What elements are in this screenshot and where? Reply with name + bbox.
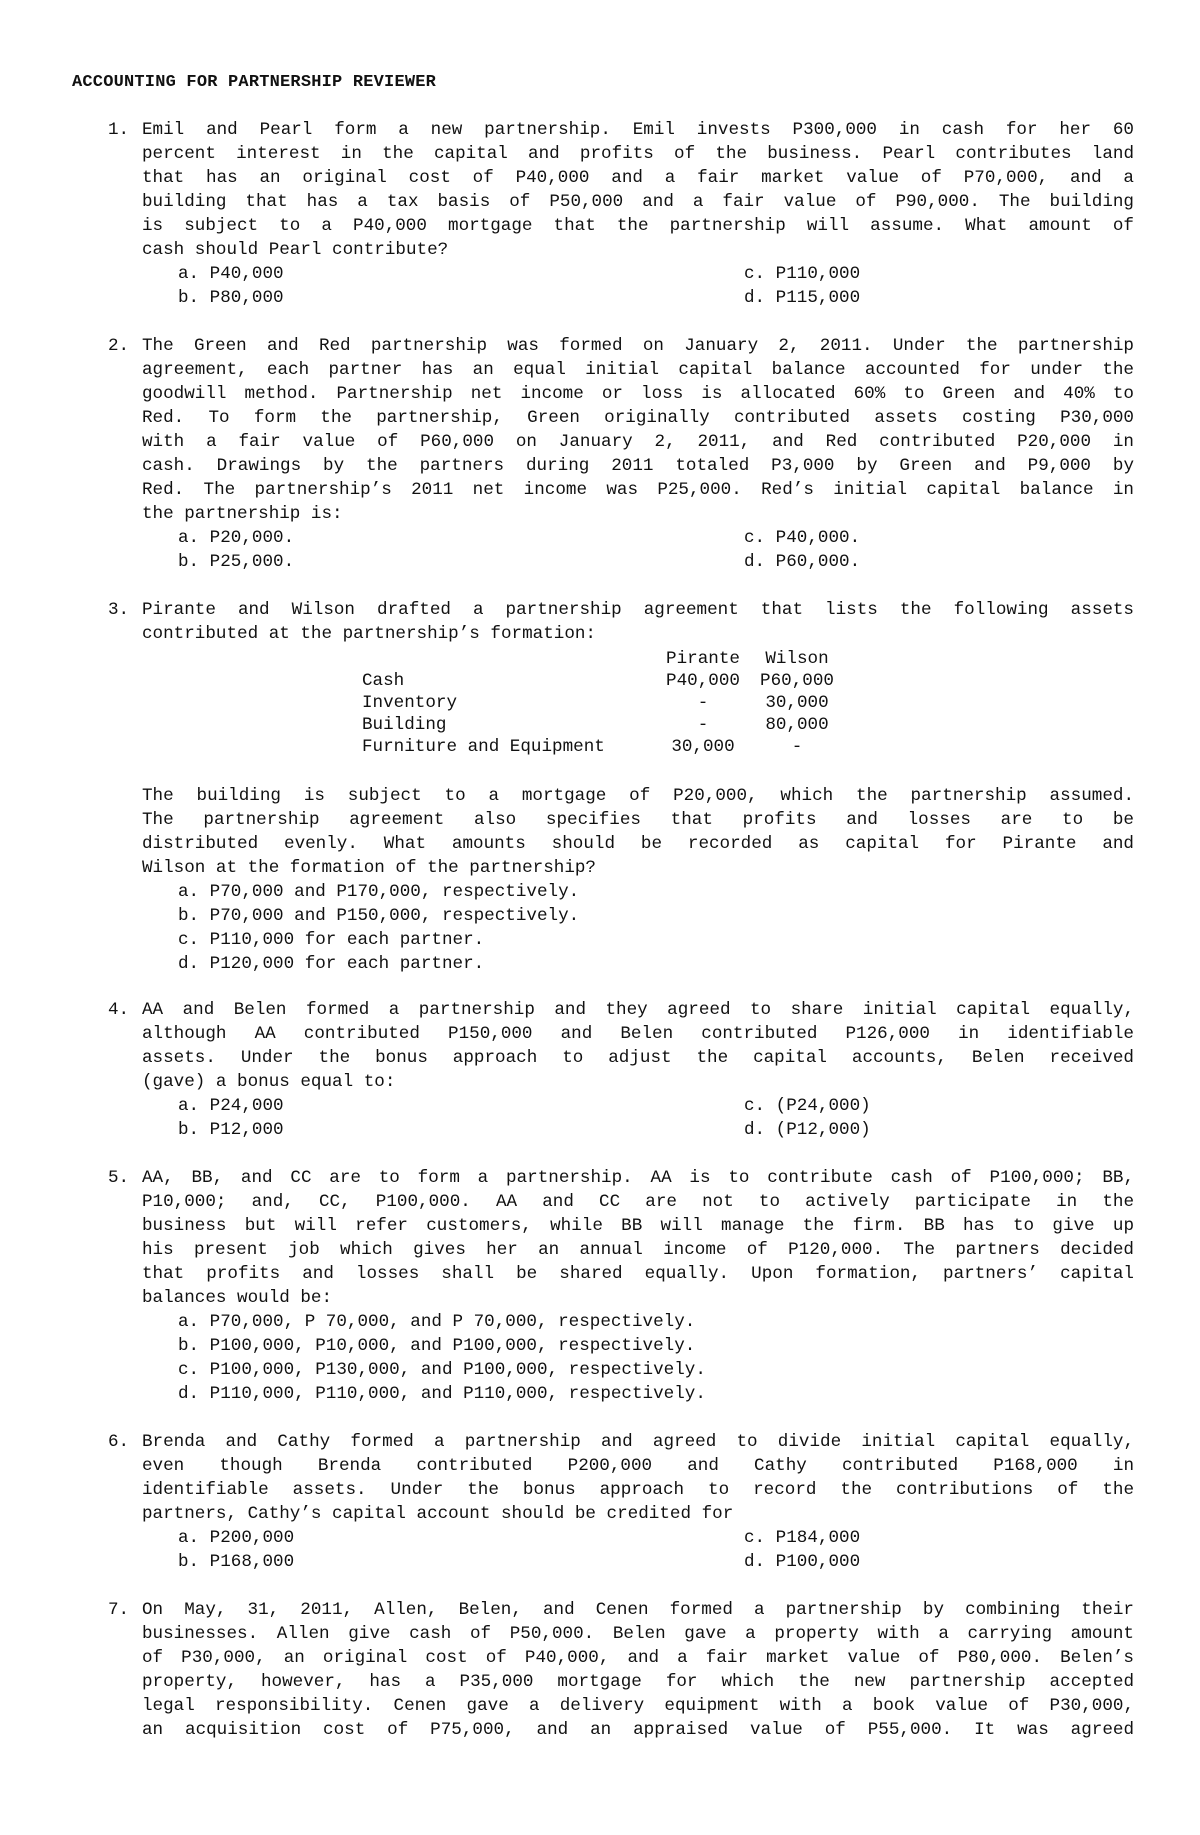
question-text	[142, 784, 1134, 880]
table-header-cell: Pirante	[666, 649, 740, 669]
answer-options	[178, 262, 1134, 310]
text-line: property, however, has a P35,000 mortgage for which the new partnership accepted	[142, 1672, 1134, 1692]
option-a: a. P70,000, P 70,000, and P 70,000, respectively.	[178, 1312, 696, 1332]
text-line: P10,000; and, CC, P100,000. AA and CC are not to actively participate in the	[142, 1192, 1134, 1212]
answer-options	[178, 1526, 1134, 1574]
text-line: businesses. Allen give cash of P50,000. Belen gave a property with a carrying amount	[142, 1624, 1134, 1644]
question-text	[142, 598, 1134, 646]
option-c: c. P184,000	[744, 1528, 861, 1548]
question-text	[142, 1166, 1134, 1310]
text-line: his present job which gives her an annual income of P120,000. The partners decided	[142, 1240, 1134, 1260]
question-3-continued	[108, 784, 1134, 976]
option-d: d. P100,000	[744, 1552, 861, 1572]
question-number: 5.	[108, 1168, 130, 1188]
answer-options	[178, 1310, 1134, 1406]
text-line: Red. The partnership’s 2011 net income was P25,000. Red’s initial capital balance in	[142, 480, 1134, 500]
contributed-assets-table	[362, 648, 840, 758]
text-line: although AA contributed P150,000 and Belen contributed P126,000 in identifiable	[142, 1024, 1134, 1044]
text-line: even though Brenda contributed P200,000 and Cathy contributed P168,000 in	[142, 1456, 1134, 1476]
text-line: is subject to a P40,000 mortgage that the partnership will assume. What amount of	[142, 216, 1134, 236]
question-4	[108, 998, 1134, 1142]
option-d: d. P110,000, P110,000, and P110,000, respectively.	[178, 1384, 706, 1404]
table-header-cell: Wilson	[765, 649, 829, 669]
text-line: On May, 31, 2011, Allen, Belen, and Cenen formed a partnership by combining their	[142, 1600, 1134, 1620]
text-line: business but will refer customers, while BB will manage the firm. BB has to give up	[142, 1216, 1134, 1236]
option-a: a. P70,000 and P170,000, respectively.	[178, 882, 580, 902]
text-line: that profits and losses shall be shared equally. Upon formation, partners’ capital	[142, 1264, 1134, 1284]
option-a: a. P40,000	[178, 264, 284, 284]
question-2	[108, 334, 1134, 574]
question-text	[142, 334, 1134, 526]
table-row	[362, 714, 840, 736]
text-line: contributed at the partnership’s formation:	[142, 624, 596, 644]
text-line: Emil and Pearl form a new partnership. Emil invests P300,000 in cash for her 60	[142, 120, 1134, 140]
option-c: c. P110,000	[744, 264, 861, 284]
option-c: c. P40,000.	[744, 528, 861, 548]
table-row	[362, 670, 840, 692]
text-line: Red. To form the partnership, Green originally contributed assets costing P30,000	[142, 408, 1134, 428]
question-6	[108, 1430, 1134, 1574]
text-line: cash should Pearl contribute?	[142, 240, 449, 260]
option-a: a. P24,000	[178, 1096, 284, 1116]
option-c: c. (P24,000)	[744, 1096, 871, 1116]
question-5	[108, 1166, 1134, 1406]
option-b: b. P80,000	[178, 288, 284, 308]
table-header-row	[362, 648, 840, 670]
table-cell: -	[697, 715, 709, 735]
option-c: c. P110,000 for each partner.	[178, 930, 485, 950]
text-line: of P30,000, an original cost of P40,000, and a fair market value of P80,000. Belen’s	[142, 1648, 1134, 1668]
question-number: 4.	[108, 1000, 130, 1020]
text-line: AA, BB, and CC are to form a partnership. AA is to contribute cash of P100,000; BB,	[142, 1168, 1134, 1188]
text-line: The partnership agreement also specifies that profits and losses are to be	[142, 810, 1134, 830]
text-line: goodwill method. Partnership net income or loss is allocated 60% to Green and 40% to	[142, 384, 1134, 404]
option-a: a. P200,000	[178, 1528, 295, 1548]
question-number: 2.	[108, 336, 130, 356]
table-cell: P60,000	[760, 671, 834, 691]
option-b: b. P25,000.	[178, 552, 295, 572]
table-cell: 30,000	[671, 737, 735, 757]
document-title: ACCOUNTING FOR PARTNERSHIP REVIEWER	[72, 73, 437, 92]
table-cell: P40,000	[666, 671, 740, 691]
text-line: that has an original cost of P40,000 and a fair market value of P70,000, and a	[142, 168, 1134, 188]
option-d: d. P120,000 for each partner.	[178, 954, 485, 974]
question-number: 7.	[108, 1600, 130, 1620]
table-row	[362, 692, 840, 714]
text-line: The building is subject to a mortgage of P20,000, which the partnership assumed.	[142, 786, 1134, 806]
text-line: Brenda and Cathy formed a partnership and agreed to divide initial capital equally,	[142, 1432, 1134, 1452]
question-3	[108, 598, 1134, 646]
text-line: agreement, each partner has an equal initial capital balance accounted for under the	[142, 360, 1134, 380]
question-text	[142, 1598, 1134, 1742]
text-line: balances would be:	[142, 1288, 333, 1308]
question-text	[142, 1430, 1134, 1526]
text-line: identifiable assets. Under the bonus approach to record the contributions of the	[142, 1480, 1134, 1500]
question-1	[108, 118, 1134, 310]
answer-options	[178, 526, 1134, 574]
answer-options	[178, 1094, 1134, 1142]
text-line: assets. Under the bonus approach to adjust the capital accounts, Belen received	[142, 1048, 1134, 1068]
text-line: percent interest in the capital and profits of the business. Pearl contributes land	[142, 144, 1134, 164]
option-c: c. P100,000, P130,000, and P100,000, respectively.	[178, 1360, 706, 1380]
text-line: Wilson at the formation of the partnership?	[142, 858, 596, 878]
text-line: an acquisition cost of P75,000, and an appraised value of P55,000. It was agreed	[142, 1720, 1134, 1740]
text-line: (gave) a bonus equal to:	[142, 1072, 396, 1092]
option-b: b. P70,000 and P150,000, respectively.	[178, 906, 580, 926]
question-7	[108, 1598, 1134, 1742]
option-b: b. P100,000, P10,000, and P100,000, respectively.	[178, 1336, 696, 1356]
text-line: cash. Drawings by the partners during 2011 totaled P3,000 by Green and P9,000 by	[142, 456, 1134, 476]
option-d: d. P60,000.	[744, 552, 861, 572]
table-header-cell	[362, 648, 652, 670]
option-b: b. P168,000	[178, 1552, 295, 1572]
option-d: d. P115,000	[744, 288, 861, 308]
text-line: Pirante and Wilson drafted a partnership agreement that lists the following assets	[142, 600, 1134, 620]
table-row	[362, 736, 840, 758]
table-cell: -	[697, 693, 709, 713]
question-number: 3.	[108, 600, 130, 620]
text-line: the partnership is:	[142, 504, 343, 524]
text-line: partners, Cathy’s capital account should be credited for	[142, 1504, 734, 1524]
option-b: b. P12,000	[178, 1120, 284, 1140]
table-cell: Cash	[362, 671, 405, 691]
text-line: distributed evenly. What amounts should be recorded as capital for Pirante and	[142, 834, 1134, 854]
text-line: with a fair value of P60,000 on January 2, 2011, and Red contributed P20,000 in	[142, 432, 1134, 452]
table-cell: Building	[362, 715, 447, 735]
text-line: AA and Belen formed a partnership and they agreed to share initial capital equally,	[142, 1000, 1134, 1020]
question-text	[142, 998, 1134, 1094]
table-cell: Furniture and Equipment	[362, 737, 605, 757]
text-line: building that has a tax basis of P50,000 and a fair value of P90,000. The building	[142, 192, 1134, 212]
text-line: The Green and Red partnership was formed on January 2, 2011. Under the partnership	[142, 336, 1134, 356]
table-cell: 80,000	[765, 715, 829, 735]
answer-options	[178, 880, 1134, 976]
question-number: 1.	[108, 120, 130, 140]
table-cell: 30,000	[765, 693, 829, 713]
table-cell: -	[791, 737, 803, 757]
option-a: a. P20,000.	[178, 528, 295, 548]
text-line: legal responsibility. Cenen gave a delivery equipment with a book value of P30,000,	[142, 1696, 1134, 1716]
option-d: d. (P12,000)	[744, 1120, 871, 1140]
table-cell: Inventory	[362, 693, 458, 713]
question-text	[142, 118, 1134, 262]
question-number: 6.	[108, 1432, 130, 1452]
